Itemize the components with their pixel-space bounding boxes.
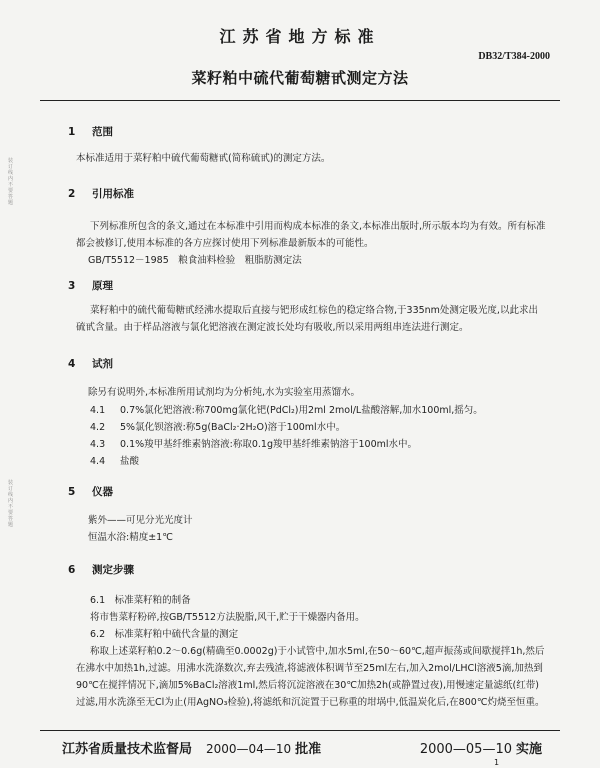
side-mark-upper: 装订线内不要答题 bbox=[8, 158, 14, 206]
section-title: 范围 bbox=[92, 126, 113, 138]
section-1-text: 本标准适用于菜籽粕中硫代葡萄糖甙(简称硫甙)的测定方法。 bbox=[76, 153, 331, 164]
section-title: 仪器 bbox=[92, 486, 113, 498]
approve-label: 批准 bbox=[295, 742, 322, 757]
section-title: 试剂 bbox=[92, 358, 113, 370]
section-5-heading bbox=[68, 484, 113, 499]
document-title: 菜籽粕中硫代葡萄糖甙测定方法 bbox=[191, 69, 409, 87]
item-text: 5%氯化钡溶液:称5g(BaCl₂·2H₂O)溶于100ml水中。 bbox=[120, 422, 346, 433]
implementation-label: 实施 bbox=[515, 742, 542, 757]
section-number: 6 bbox=[68, 564, 76, 576]
section-3-heading bbox=[68, 278, 113, 293]
reagent-item bbox=[90, 402, 540, 419]
approve-date: 2000—04—10 bbox=[206, 742, 292, 756]
section-2-reference: GB/T5512－1985 粮食油料检验 粗脂肪测定法 bbox=[88, 255, 302, 266]
reagent-item bbox=[90, 436, 540, 453]
section-1-heading bbox=[68, 124, 113, 139]
instrument-item: 恒温水浴:精度±1℃ bbox=[88, 532, 173, 543]
item-number: 4.2 bbox=[90, 422, 106, 433]
section-title: 引用标准 bbox=[92, 188, 134, 200]
reagent-item bbox=[90, 453, 540, 470]
reagent-item bbox=[90, 419, 540, 436]
item-text: 盐酸 bbox=[120, 456, 140, 467]
section-4-heading bbox=[68, 356, 113, 371]
section-title: 测定步骤 bbox=[92, 564, 134, 576]
header-title: 江苏省地方标准 bbox=[219, 27, 381, 46]
footer-approval bbox=[62, 738, 321, 757]
section-number: 4 bbox=[68, 358, 76, 370]
implementation-date: 2000—05—10 bbox=[419, 742, 512, 757]
instrument-item: 紫外——可见分光光度计 bbox=[88, 515, 193, 526]
footer-implementation bbox=[420, 738, 542, 757]
page-number: 1 bbox=[494, 758, 500, 767]
issuer: 江苏省质量技术监督局 bbox=[62, 742, 193, 757]
section-6-heading bbox=[68, 562, 134, 577]
section-2-text: 下列标准所包含的条文,通过在本标准中引用而构成本标准的条文,本标准出版时,所示版本均为有效。所有标准都会被修订,使用本标准的各方应探讨使用下列标准最新版本的可能性。 bbox=[76, 221, 546, 249]
section-number: 1 bbox=[68, 126, 76, 138]
section-number: 5 bbox=[68, 486, 76, 498]
section-3-text: 菜籽粕中的硫代葡萄糖甙经沸水提取后直接与钯形成红棕色的稳定络合物,于335nm处测定吸光度,以此求出硫甙含量。由于样品溶液与氯化钯溶液在测定波长处均有吸收,所以采用两组串连法进行测定。 bbox=[76, 305, 538, 333]
section-number: 3 bbox=[68, 280, 76, 292]
standard-number: DB32/T384-2000 bbox=[478, 51, 550, 62]
footer-divider bbox=[40, 730, 560, 731]
section-2-heading bbox=[68, 186, 134, 201]
header-divider bbox=[40, 100, 560, 101]
section-4-intro: 除另有说明外,本标准所用试剂均为分析纯,水为实验室用蒸馏水。 bbox=[88, 387, 361, 398]
item-number: 4.4 bbox=[90, 456, 106, 467]
item-number: 4.3 bbox=[90, 439, 106, 450]
side-mark-lower: 装订线内不要答题 bbox=[8, 480, 14, 528]
subsection-6-1-title: 6.1 标准菜籽粕的制备 bbox=[90, 595, 191, 606]
subsection-6-1-text: 将市售菜籽粉碎,按GB/T5512方法脱脂,风干,贮于干燥器内备用。 bbox=[90, 612, 365, 623]
item-text: 0.7%氯化钯溶液:称700mg氯化钯(PdCl₂)用2ml 2mol/L盐酸溶解,加水100ml,摇匀。 bbox=[120, 405, 483, 416]
section-title: 原理 bbox=[92, 280, 113, 292]
subsection-6-2-text: 称取上述菜籽粕0.2～0.6g(精确至0.0002g)于小试管中,加水5ml,在50～60℃,超声振荡或间歇搅拌1h,然后在沸水中加热1h,过滤。用沸水洗涤数次,弃去残渣,将滤液体积调节至25ml左右,加入2mol/LHCl溶液5滴,加热到90℃在搅拌情况下,滴加5%BaCl₂溶液1ml,然后将沉淀溶液在30℃加热2h(或静置过夜),用慢速定量滤纸(红带)过滤,用水洗涤至无Cl为止(用AgNO₃检验),将滤纸和沉淀置于已称重的坩埚中,低温炭化后,在800℃灼烧至恒重。 bbox=[76, 646, 545, 708]
section-number: 2 bbox=[68, 188, 76, 200]
subsection-6-2-title: 6.2 标准菜籽粕中硫代含量的测定 bbox=[90, 629, 239, 640]
item-number: 4.1 bbox=[90, 405, 106, 416]
item-text: 0.1%羧甲基纤维素钠溶液:称取0.1g羧甲基纤维素钠溶于100ml水中。 bbox=[120, 439, 418, 450]
